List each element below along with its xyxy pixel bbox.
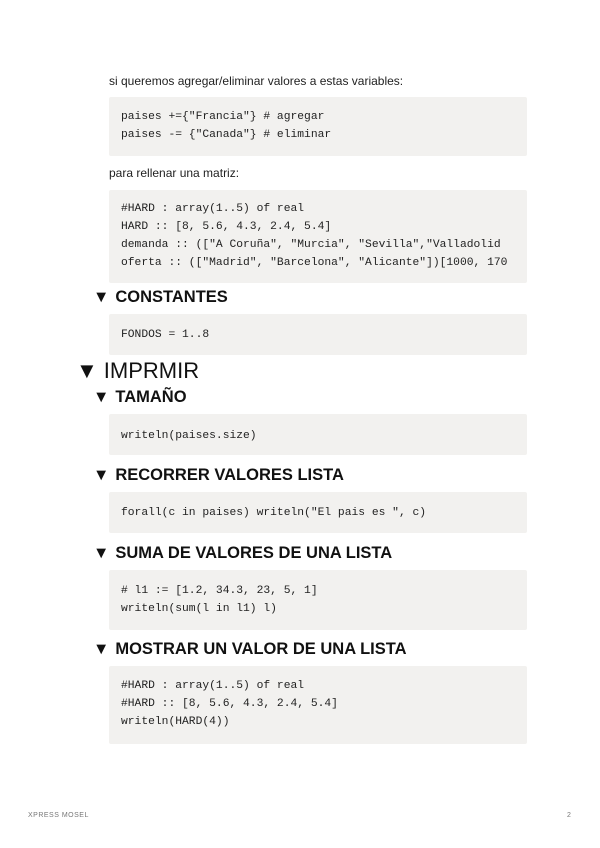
collapse-triangle-icon: ▼ [93,544,110,562]
code-text: FONDOS = 1..8 [121,329,210,341]
heading-text: TAMAÑO [115,388,187,406]
heading-suma[interactable] [93,543,392,563]
code-block-suma [109,570,527,630]
collapse-triangle-icon: ▼ [93,388,110,406]
code-text: # l1 := [1.2, 34.3, 23, 5, 1] writeln(sum(l in l1) l) [121,585,318,615]
heading-mostrar[interactable] [93,639,407,659]
heading-text: IMPRMIR [103,358,200,383]
heading-text: RECORRER VALORES LISTA [115,466,344,484]
collapse-triangle-icon: ▼ [93,466,110,484]
collapse-triangle-icon: ▼ [93,288,110,306]
code-text: forall(c in paises) writeln("El pais es ", c) [121,507,427,519]
collapse-triangle-icon: ▼ [93,640,110,658]
heading-recorrer[interactable] [93,465,344,485]
code-block-recorrer [109,492,527,533]
code-text: paises +={"Francia"} # agregar paises -= {"Canada"} # eliminar [121,111,332,141]
code-block-tamano [109,414,527,455]
footer-title: XPRESS MOSEL [28,812,89,819]
code-text: #HARD : array(1..5) of real HARD :: [8, 5.6, 4.3, 2.4, 5.4] demanda :: (["A Coruña", "Murcia", "Sevilla","Valladolid oferta :: (["Madrid", "Barcelona", "Alicante"])[1000, 170 [121,203,508,269]
heading-tamano[interactable] [93,387,187,407]
heading-constantes[interactable] [93,287,228,307]
heading-imprimir[interactable] [76,358,199,384]
code-block-mostrar [109,666,527,744]
heading-text: SUMA DE VALORES DE UNA LISTA [115,544,393,562]
code-block-add-remove [109,97,527,156]
intro-paragraph: si queremos agregar/eliminar valores a estas variables: [109,74,404,88]
code-text: writeln(paises.size) [121,430,257,442]
heading-text: MOSTRAR UN VALOR DE UNA LISTA [115,640,407,658]
matrix-paragraph: para rellenar una matriz: [109,166,240,180]
heading-text: CONSTANTES [115,288,228,306]
code-text: #HARD : array(1..5) of real #HARD :: [8, 5.6, 4.3, 2.4, 5.4] writeln(HARD(4)) [121,680,338,728]
code-block-matrix [109,190,527,283]
page-number: 2 [567,812,572,819]
code-block-constantes [109,314,527,355]
collapse-triangle-icon: ▼ [76,358,98,383]
